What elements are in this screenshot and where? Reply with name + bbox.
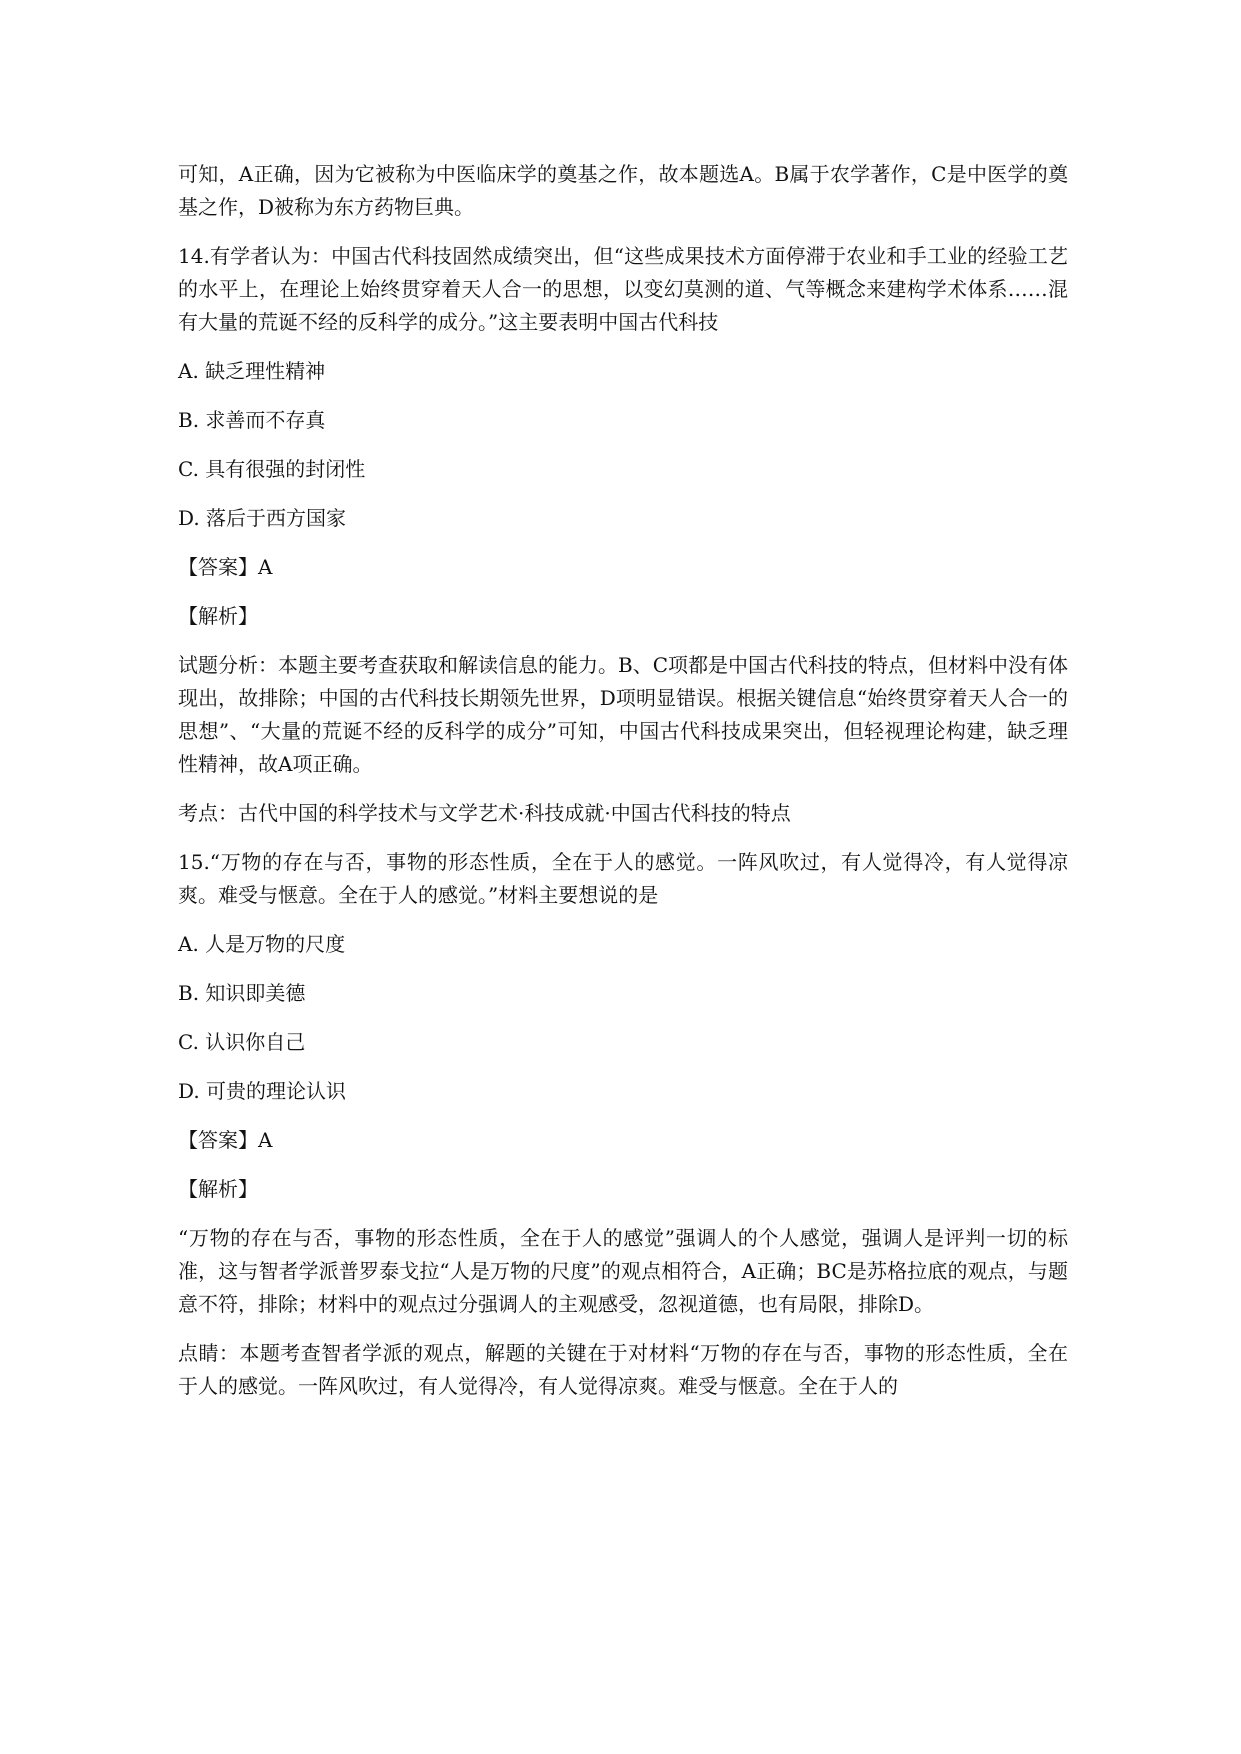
question-15-dianjing: 点睛：本题考查智者学派的观点，解题的关键在于对材料“万物的存在与否，事物的形态性质，全在于人的感觉。一阵风吹过，有人觉得冷，有人觉得凉爽。难受与惬意。全在于人的 <box>178 1341 1068 1398</box>
question-14-option-c: C. 具有很强的封闭性 <box>178 457 366 481</box>
question-15-option-b: B. 知识即美德 <box>178 981 306 1005</box>
question-15-option-a: A. 人是万物的尺度 <box>178 932 346 956</box>
question-15-analysis-heading: 【解析】 <box>178 1177 258 1201</box>
question-15-analysis: “万物的存在与否，事物的形态性质，全在于人的感觉”强调人的个人感觉，强调人是评判一切的标准，这与智者学派普罗泰戈拉“人是万物的尺度”的观点相符合，A正确；BC是苏格拉底的观点，与题意不符，排除；材料中的观点过分强调人的主观感受，忽视道德，也有局限，排除D。 <box>178 1226 1068 1316</box>
question-14-analysis-heading: 【解析】 <box>178 604 258 628</box>
explanation-13-tail: 可知，A正确，因为它被称为中医临床学的奠基之作，故本题选A。B属于农学著作，C是中医学的奠基之作，D被称为东方药物巨典。 <box>178 162 1068 219</box>
question-15-option-c: C. 认识你自己 <box>178 1030 306 1054</box>
question-14-analysis: 试题分析：本题主要考查获取和解读信息的能力。B、C项都是中国古代科技的特点，但材料中没有体现出，故排除；中国的古代科技长期领先世界，D项明显错误。根据关键信息“始终贯穿着天人合一的思想”、“大量的荒诞不经的反科学的成分”可知，中国古代科技成果突出，但轻视理论构建，缺乏理性精神，故A项正确。 <box>178 653 1068 776</box>
question-14-answer: 【答案】A <box>178 555 273 579</box>
document-page <box>178 158 1068 1419</box>
question-15-stem: 15.“万物的存在与否，事物的形态性质，全在于人的感觉。一阵风吹过，有人觉得冷，有人觉得凉爽。难受与惬意。全在于人的感觉。”材料主要想说的是 <box>178 850 1068 907</box>
question-15-answer: 【答案】A <box>178 1128 273 1152</box>
question-15-option-d: D. 可贵的理论认识 <box>178 1079 347 1103</box>
question-14-stem: 14.有学者认为：中国古代科技固然成绩突出，但“这些成果技术方面停滞于农业和手工业的经验工艺的水平上，在理论上始终贯穿着天人合一的思想，以变幻莫测的道、气等概念来建构学术体系……混有大量的荒诞不经的反科学的成分。”这主要表明中国古代科技 <box>178 244 1068 334</box>
question-14-option-a: A. 缺乏理性精神 <box>178 359 326 383</box>
question-14-option-d: D. 落后于西方国家 <box>178 506 347 530</box>
question-14-topic: 考点：古代中国的科学技术与文学艺术·科技成就·中国古代科技的特点 <box>178 801 791 825</box>
question-14-option-b: B. 求善而不存真 <box>178 408 326 432</box>
